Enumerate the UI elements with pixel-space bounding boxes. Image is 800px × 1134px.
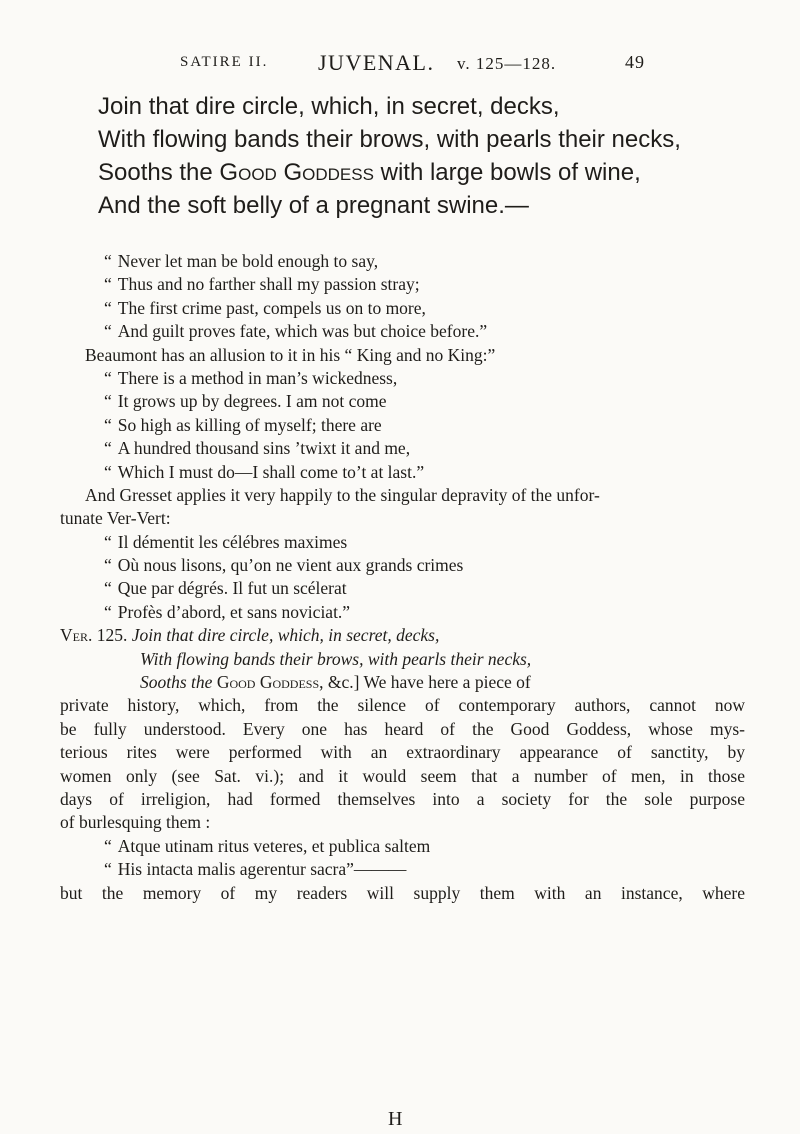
quote-line: “ Il démentit les célébres maximes	[104, 531, 348, 552]
beaumont-line: Beaumont has an allusion to it in his “ King and no King:”	[85, 344, 496, 365]
quote-line: “ Que par dégrés. Il fut un scélerat	[104, 578, 347, 599]
verse-note-heading: Ver. 125. Join that dire circle, which, in secret, decks,	[60, 625, 440, 646]
prose-line: be fully understood. Every one has heard of the Good Goddess, whose mys-	[60, 718, 745, 739]
verse-line: And the soft belly of a pregnant swine.—	[98, 192, 529, 219]
commentary-notes	[60, 250, 745, 905]
verse-line: Join that dire circle, which, in secret, decks,	[98, 93, 560, 120]
quote-line: “ His intacta malis agerentur sacra”———	[104, 859, 407, 880]
translation-verse	[98, 90, 698, 222]
quote-line: “ Atque utinam ritus veteres, et publica saltem	[104, 835, 431, 856]
quote-line: “ So high as killing of myself; there are	[104, 414, 382, 435]
prose-line: but the memory of my readers will supply them with an instance, where	[60, 882, 745, 903]
quote-line: “ Never let man be bold enough to say,	[104, 251, 379, 271]
signature-mark: H	[388, 1108, 403, 1130]
quote-line: “ The first crime past, compels us on to more,	[104, 297, 426, 318]
verse-range: v. 125—128.	[457, 54, 557, 73]
prose-line: days of irreligion, had formed themselves into a society for the sole purpose	[60, 788, 745, 809]
verse-line: With flowing bands their brows, with pearls their necks,	[98, 126, 681, 153]
gresset-line: And Gresset applies it very happily to the singular depravity of the unfor-	[85, 484, 600, 505]
prose-line: private history, which, from the silence of contemporary authors, cannot now	[60, 695, 745, 716]
quote-line: “ Which I must do—I shall come to’t at last.”	[104, 461, 425, 482]
verse-line: Sooths the Good Goddess with large bowls of wine,	[98, 159, 641, 186]
verse-note-heading: With flowing bands their brows, with pearls their necks,	[140, 648, 532, 669]
prose-line: terious rites were performed with an extraordinary appearance of sanctity, by	[60, 742, 745, 763]
quote-line: “ Thus and no farther shall my passion stray;	[104, 274, 420, 295]
quote-line: “ And guilt proves fate, which was but choice before.”	[104, 321, 488, 342]
quote-line: “ A hundred thousand sins ’twixt it and me,	[104, 438, 411, 459]
quote-line: “ Profès d’abord, et sans noviciat.”	[104, 601, 351, 622]
quote-line: “ Où nous lisons, qu’on ne vient aux grands crimes	[104, 555, 464, 576]
running-head	[180, 50, 645, 80]
author-title: JUVENAL.	[318, 50, 435, 75]
prose-line: women only (see Sat. vi.); and it would seem that a number of men, in those	[60, 765, 745, 786]
prose-line: of burlesquing them :	[60, 812, 211, 833]
verse-note-label: Ver. 125.	[60, 625, 128, 646]
satire-label: SATIRE II.	[180, 54, 269, 70]
quote-line: “ There is a method in man’s wickedness,	[104, 367, 398, 388]
quote-line: “ It grows up by degrees. I am not come	[104, 391, 387, 412]
page-number: 49	[625, 52, 645, 72]
verse-note-heading: Sooths the Good Goddess, &c.] We have here a piece of	[140, 672, 531, 693]
gresset-line: tunate Ver-Vert:	[60, 508, 171, 529]
